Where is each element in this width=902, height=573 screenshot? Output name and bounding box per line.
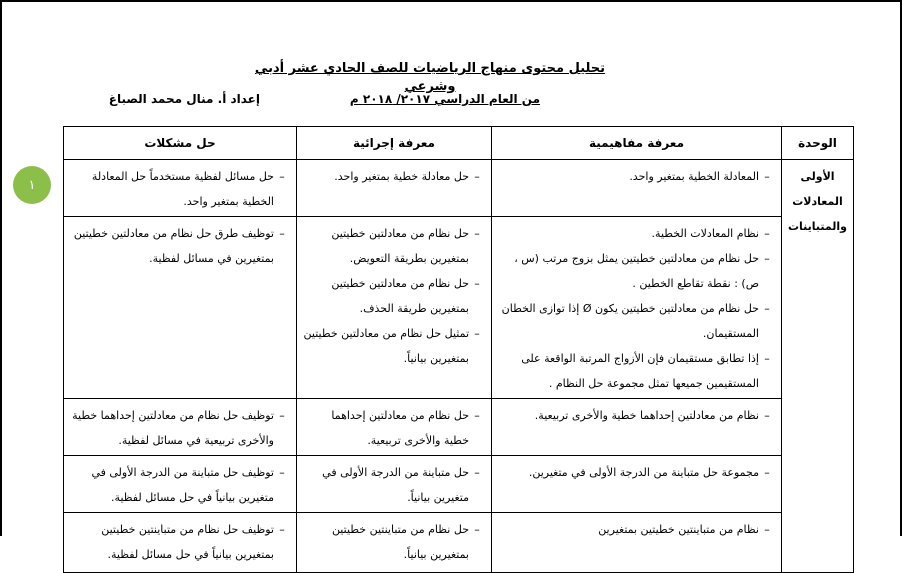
conceptual-cell: [492, 399, 782, 456]
bullet-item: [70, 460, 290, 510]
bullet-text: حل نظام من معادلتين خطيتين بمتغيرين بطريقة التعويض.: [331, 227, 469, 265]
dash-bullet-icon: –: [279, 227, 285, 240]
bullet-text: إذا تطابق مستقيمان فإن الأزواج المرتبة الواقعة على المستقيمين جميعها تمثل مجموعة حل النظام .: [521, 352, 759, 390]
bullet-item: [70, 403, 290, 453]
bullet-text: المعادلة الخطية بمتغير واحد.: [629, 170, 759, 183]
academic-year: من العام الدراسي ٢٠١٧/ ٢٠١٨ م: [349, 92, 540, 106]
bullet-text: حل نظام من معادلتين خطيتين يمثل بزوج مرتب (س ، ص) : نقطة تقاطع الخطين .: [514, 252, 759, 290]
dash-bullet-icon: –: [474, 409, 480, 422]
dash-bullet-icon: –: [764, 352, 770, 365]
page-border-top: [0, 0, 902, 2]
bullet-text: نظام من متباينتين خطيتين بمتغيرين: [598, 523, 759, 536]
header-unit: الوحدة: [782, 127, 854, 160]
bullet-item: [303, 403, 485, 453]
problems-cell: [64, 456, 297, 513]
dash-bullet-icon: –: [764, 227, 770, 240]
bullet-item: [303, 164, 485, 189]
table-header-row: [64, 127, 854, 160]
dash-bullet-icon: –: [474, 227, 480, 240]
dash-bullet-icon: –: [474, 523, 480, 536]
bullet-item: [70, 164, 290, 214]
dash-bullet-icon: –: [279, 409, 285, 422]
table-row: [64, 160, 854, 217]
conceptual-cell: [492, 217, 782, 399]
bullet-text: حل مسائل لفظية مستخدماً حل المعادلة الخطية بمتغير واحد.: [91, 170, 274, 208]
bullet-item: [303, 460, 485, 510]
dash-bullet-icon: –: [279, 466, 285, 479]
bullet-text: نظام المعادلات الخطية.: [651, 227, 759, 240]
header-problems: حل مشكلات: [64, 127, 297, 160]
bullet-text: توظيف طرق حل نظام من معادلتين خطيتين بمتغيرين في مسائل لفظية.: [73, 227, 274, 265]
bullet-item: [70, 221, 290, 271]
bullet-item: [303, 271, 485, 321]
bullet-text: نظام من معادلتين إحداهما خطية والأخرى تربيعية.: [534, 409, 759, 422]
bullet-text: حل معادلة خطية بمتغير واحد.: [334, 170, 469, 183]
procedural-cell: [297, 399, 492, 456]
bullet-item: [303, 517, 485, 567]
procedural-cell: [297, 217, 492, 399]
table-row: [64, 513, 854, 573]
bullet-item: [303, 221, 485, 271]
bullet-item: [303, 321, 485, 371]
dash-bullet-icon: –: [764, 466, 770, 479]
bullet-item: [498, 296, 775, 346]
bullet-item: [498, 403, 775, 428]
problems-cell: [64, 399, 297, 456]
problems-cell: [64, 513, 297, 573]
procedural-cell: [297, 456, 492, 513]
bullet-item: [498, 346, 775, 396]
conceptual-cell: [492, 513, 782, 573]
table-row: [64, 456, 854, 513]
bullet-item: [498, 517, 775, 542]
table-row: [64, 217, 854, 399]
document-title: تحليل محتوى منهاج الرياضيات للصف الحادي عشر أدبي وشرعي: [254, 61, 606, 94]
bullet-item: [498, 221, 775, 246]
table-row: [64, 399, 854, 456]
bullet-text: حل متباينة من الدرجة الأولى في متغيرين بيانياً.: [322, 466, 469, 504]
bullet-text: حل نظام من متباينتين خطيتين بمتغيرين بيانياً.: [331, 523, 469, 561]
bullet-text: حل نظام من معادلتين خطيتين بمتغيرين طريقة الحذف.: [331, 277, 469, 315]
bullet-item: [498, 460, 775, 485]
conceptual-cell: [492, 456, 782, 513]
dash-bullet-icon: –: [474, 277, 480, 290]
page-border-left: [0, 0, 2, 536]
dash-bullet-icon: –: [279, 523, 285, 536]
content-analysis-table: [63, 126, 854, 573]
problems-cell: [64, 217, 297, 399]
dash-bullet-icon: –: [764, 523, 770, 536]
bullet-item: [498, 246, 775, 296]
unit-name-cell: الأولى المعادلات والمتباينات: [782, 160, 854, 573]
author-credit: إعداد أ. منال محمد الصباغ: [108, 92, 260, 106]
bullet-text: مجموعة حل متباينة من الدرجة الأولى في متغيرين.: [528, 466, 759, 479]
header-conceptual: معرفة مفاهيمية: [492, 127, 782, 160]
bullet-item: [498, 164, 775, 189]
page-number-badge: ١: [13, 166, 51, 204]
procedural-cell: [297, 160, 492, 217]
bullet-text: توظيف حل نظام من متباينتين خطيتين بمتغيرين بيانياً في حل مسائل لفظية.: [101, 523, 274, 561]
dash-bullet-icon: –: [764, 302, 770, 315]
problems-cell: [64, 160, 297, 217]
bullet-item: [70, 517, 290, 567]
conceptual-cell: [492, 160, 782, 217]
dash-bullet-icon: –: [474, 170, 480, 183]
header-procedural: معرفة إجرائية: [297, 127, 492, 160]
procedural-cell: [297, 513, 492, 573]
bullet-text: حل نظام من معادلتين إحداهما خطية والأخرى تربيعية.: [331, 409, 469, 447]
dash-bullet-icon: –: [279, 170, 285, 183]
dash-bullet-icon: –: [764, 252, 770, 265]
bullet-text: توظيف حل متباينة من الدرجة الأولى في متغيرين بيانياً في حل مسائل لفظية.: [91, 466, 274, 504]
dash-bullet-icon: –: [764, 409, 770, 422]
bullet-text: حل نظام من معادلتين خطيتين يكون Ø إذا توازى الخطان المستقيمان.: [501, 302, 759, 340]
dash-bullet-icon: –: [474, 466, 480, 479]
dash-bullet-icon: –: [474, 327, 480, 340]
bullet-text: توظيف حل نظام من معادلتين إحداهما خطية والأخرى تربيعية في مسائل لفظية.: [72, 409, 274, 447]
dash-bullet-icon: –: [764, 170, 770, 183]
bullet-text: تمثيل حل نظام من معادلتين خطيتين بمتغيرين بيانياً.: [303, 327, 469, 365]
